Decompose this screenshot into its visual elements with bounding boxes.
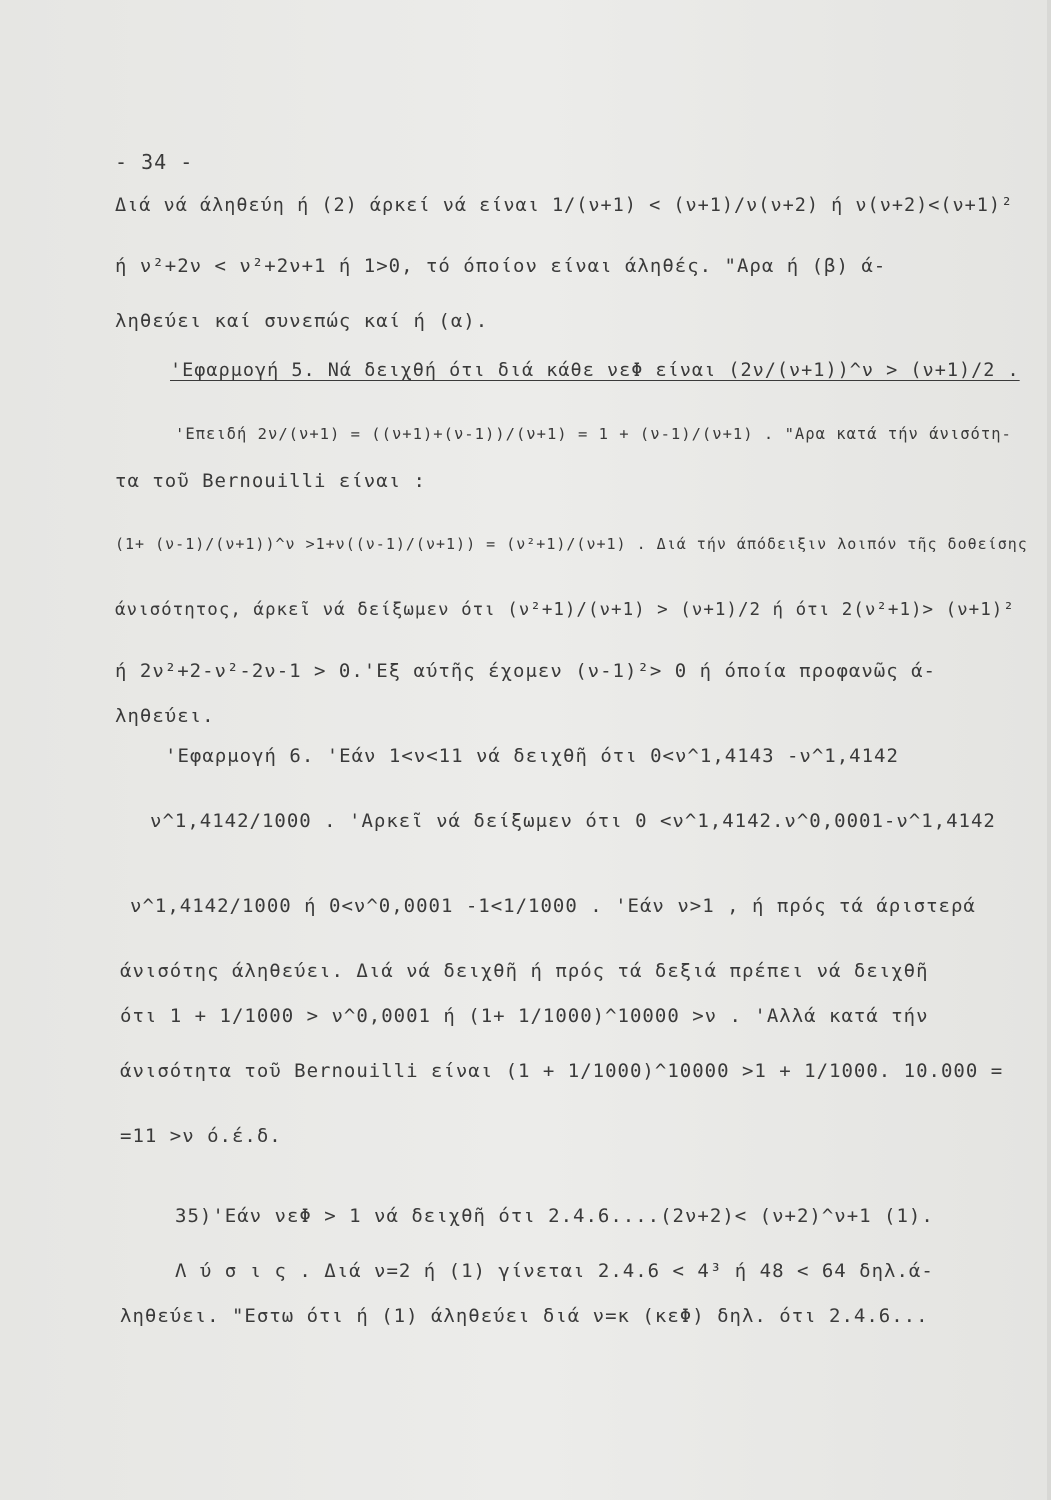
text-line-13: ν^1,4142/1000 ή 0<ν^0,0001 -1<1/1000 . 'Εάν ν>1 , ή πρός τά άριστερά (130, 895, 976, 917)
text-line-1: Διά νά άληθεύη ή (2) άρκεί νά είναι 1/(ν+1) < (ν+1)/ν(ν+2) ή ν(ν+2)<(ν+1)² (115, 195, 1014, 216)
text-line-14: άνισότης άληθεύει. Διά νά δειχθῆ ή πρός τά δεξιά πρέπει νά δειχθῆ (120, 960, 929, 982)
text-line-16: άνισότητα τοῦ Bernouilli είναι (1 + 1/1000)^10000 >1 + 1/1000. 10.000 = (120, 1060, 1004, 1082)
text-line-12: ν^1,4142/1000 . 'Αρκεῖ νά δείξωμεν ότι 0 <ν^1,4142.ν^0,0001-ν^1,4142 (150, 810, 996, 832)
text-line-17: =11 >ν ό.έ.δ. (120, 1125, 282, 1147)
page-number: - 34 - (115, 150, 194, 174)
text-line-9: ή 2ν²+2-ν²-2ν-1 > 0.'Εξ αύτῆς έχομεν (ν-1)²> 0 ή όποία προφανῶς ά- (115, 660, 936, 682)
problem-35-line: 35)'Εάν νεΦ > 1 νά δειχθῆ ότι 2.4.6....(2ν+2)< (ν+2)^ν+1 (1). (175, 1205, 934, 1227)
text-line-8: άνισότητος, άρκεῖ νά δείξωμεν ότι (ν²+1)/(ν+1) > (ν+1)/2 ή ότι 2(ν²+1)> (ν+1)² (115, 600, 1015, 620)
text-line-6: τα τοῦ Bernouilli είναι : (115, 470, 426, 492)
text-line-3: ληθεύει καί συνεπώς καί ή (α). (115, 310, 489, 332)
text-line-20: ληθεύει. "Εστω ότι ή (1) άληθεύει διά ν=κ (κεΦ) δηλ. ότι 2.4.6... (120, 1305, 929, 1327)
text-line-5: 'Επειδή 2ν/(ν+1) = ((ν+1)+(ν-1))/(ν+1) = 1 + (ν-1)/(ν+1) . "Αρα κατά τήν άνισότη- (175, 425, 1012, 443)
text-line-7: (1+ (ν-1)/(ν+1))^ν >1+ν((ν-1)/(ν+1)) = (ν²+1)/(ν+1) . Διά τήν άπόδειξιν λοιπόν τῆς δοθείσης (115, 535, 1028, 553)
application-5-line: 'Εφαρμογή 5. Νά δειχθή ότι διά κάθε νεΦ είναι (2ν/(ν+1))^ν > (ν+1)/2 . (170, 360, 1020, 381)
page-edge-shadow (1047, 0, 1051, 1500)
text-line-2: ή ν²+2ν < ν²+2ν+1 ή 1>0, τό όποίον είναι άληθές. "Αρα ή (β) ά- (115, 255, 887, 277)
text-line-15: ότι 1 + 1/1000 > ν^0,0001 ή (1+ 1/1000)^10000 >ν . 'Αλλά κατά τήν (120, 1005, 929, 1027)
text-line-10: ληθεύει. (115, 705, 215, 727)
solution-line: Λ ύ σ ι ς . Διά ν=2 ή (1) γίνεται 2.4.6 < 4³ ή 48 < 64 δηλ.ά- (175, 1260, 934, 1282)
application-6-line: 'Εφαρμογή 6. 'Εάν 1<ν<11 νά δειχθῆ ότι 0<ν^1,4143 -ν^1,4142 (165, 745, 899, 767)
